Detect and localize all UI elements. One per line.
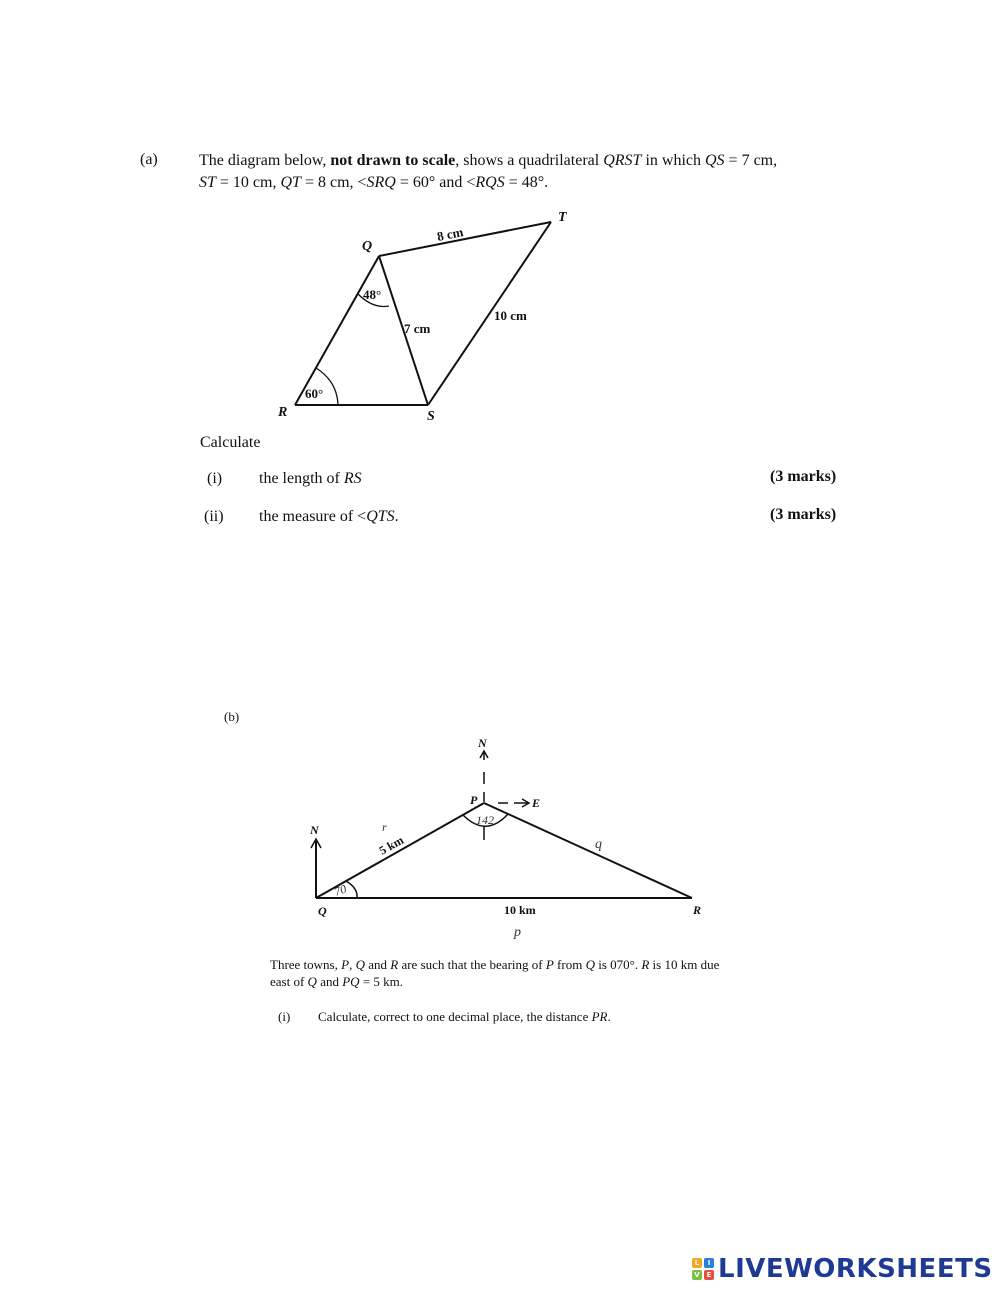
logo-mark-icon	[692, 1258, 714, 1280]
part-b-label: (b)	[224, 709, 240, 724]
qt-length-label: 8 cm	[435, 224, 465, 244]
vertex-r-label: R	[693, 903, 702, 917]
part-b-text-line-2: east of Q and PQ = 5 km.	[270, 974, 404, 989]
quadrilateral-diagram	[0, 0, 1000, 440]
vertex-q-label: Q	[318, 904, 327, 918]
liveworksheets-logo	[692, 1254, 993, 1284]
handwritten-p: p	[514, 925, 521, 940]
north-label-q: N	[310, 823, 319, 837]
angle-arc-q	[346, 881, 357, 898]
vertex-t-label: T	[558, 210, 567, 225]
qr-length-label: 10 km	[504, 903, 536, 917]
part-a-intro-line-1: The diagram below, not drawn to scale, shows a quadrilateral QRST in which QS = 7 cm,	[199, 152, 778, 169]
logo-mark-cell: E	[704, 1270, 714, 1280]
north-label-p: N	[478, 736, 487, 750]
logo-text: LIVEWORKSHEETS	[718, 1254, 993, 1284]
logo-mark-cell: I	[704, 1258, 714, 1268]
item-a-ii-text: the measure of <QTS.	[259, 508, 399, 525]
edge-pr	[484, 803, 692, 898]
logo-mark-cell: V	[692, 1270, 702, 1280]
edge-qr	[295, 256, 382, 405]
item-b-i-text: Calculate, correct to one decimal place, the distance PR.	[318, 1009, 611, 1024]
pq-length-label: 5 km	[376, 832, 406, 858]
handwritten-r: r	[382, 820, 387, 834]
edge-qt	[379, 222, 551, 256]
qs-length-label: 7 cm	[404, 321, 431, 336]
vertex-p-label: P	[470, 793, 478, 807]
item-a-ii-number: (ii)	[204, 508, 224, 525]
st-length-label: 10 cm	[494, 308, 527, 323]
logo-mark-cell: L	[692, 1258, 702, 1268]
handwritten-q: q	[595, 837, 602, 852]
item-a-ii-marks: (3 marks)	[770, 506, 837, 523]
east-label-p: E	[532, 796, 541, 810]
edge-st	[428, 222, 551, 405]
vertex-q-label: Q	[362, 239, 373, 254]
angle-r-label: 60°	[305, 386, 324, 401]
item-a-i-marks: (3 marks)	[770, 468, 837, 485]
vertex-s-label: S	[427, 409, 435, 424]
item-a-i-number: (i)	[207, 470, 223, 487]
vertex-r-label: R	[278, 405, 288, 420]
item-a-i-text: the length of RS	[259, 470, 362, 487]
part-b-text-line-1: Three towns, P, Q and R are such that the bearing of P from Q is 070°. R is 10 km due	[270, 957, 720, 972]
angle-q-label: 48°	[363, 287, 382, 302]
part-a-label: (a)	[140, 151, 158, 168]
bearing-diagram	[0, 720, 1000, 950]
handwritten-angle-p: 142	[476, 813, 494, 827]
part-a-intro-line-2: ST = 10 cm, QT = 8 cm, <SRQ = 60° and <RQS = 48°.	[199, 174, 549, 191]
handwritten-angle-q: 70	[332, 881, 349, 899]
item-b-i-number: (i)	[278, 1009, 291, 1024]
calculate-label: Calculate	[200, 434, 261, 451]
